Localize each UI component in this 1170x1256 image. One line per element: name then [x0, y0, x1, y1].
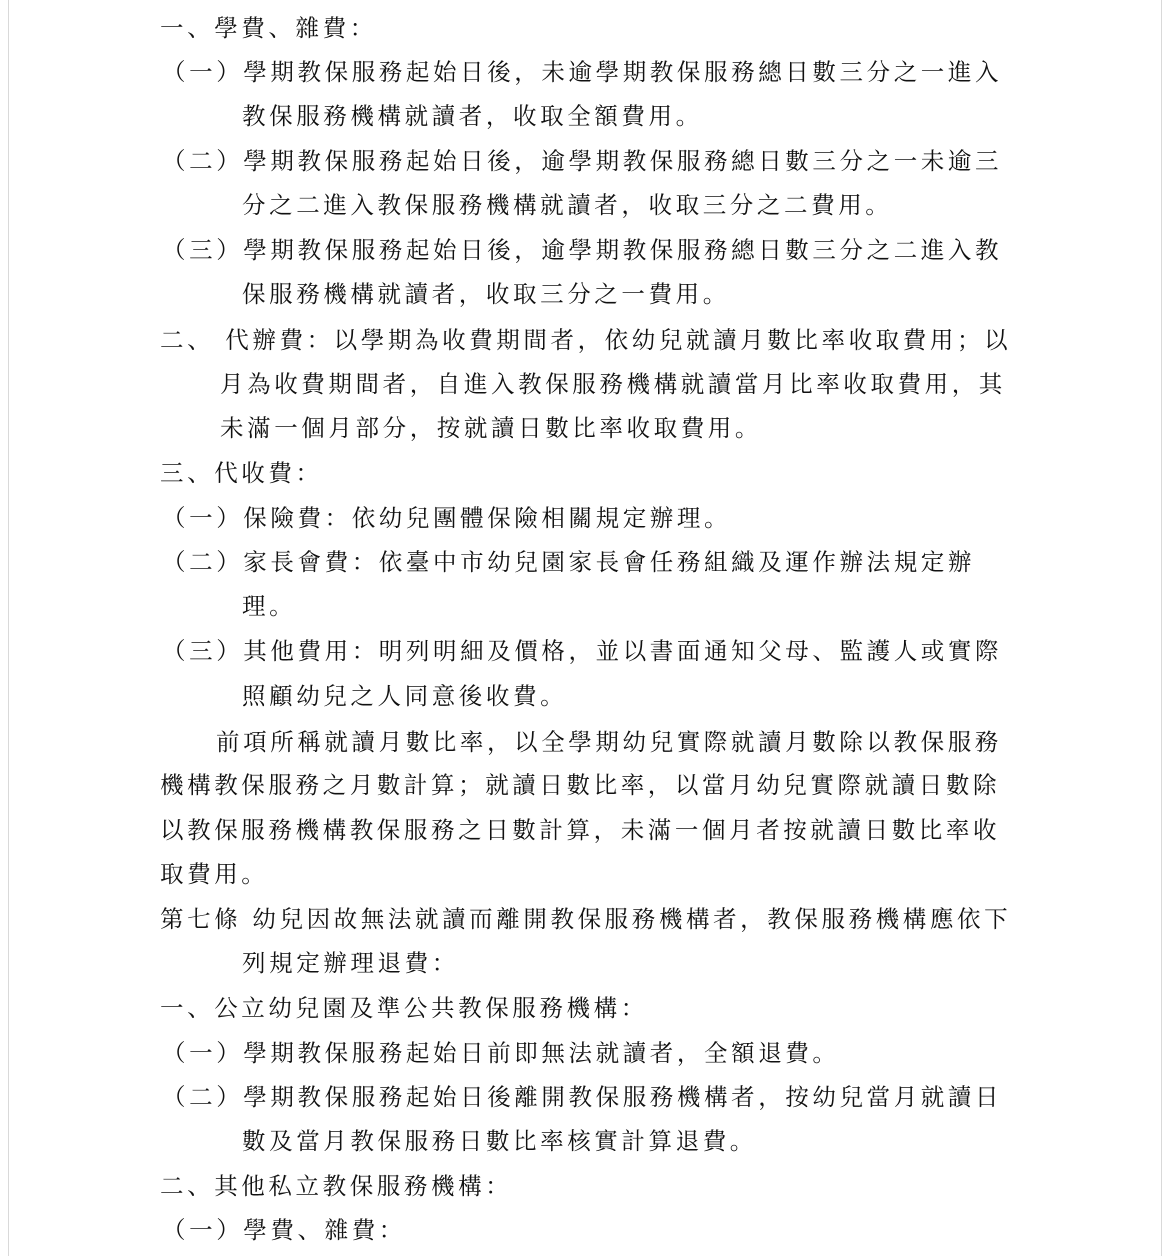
item-1-heading: 一、學費、雜費： [160, 14, 377, 42]
refund-item-1-2-line-1: （二）學期教保服務起始日後離開教保服務機構者，按幼兒當月就讀日 [162, 1083, 1003, 1111]
refund-item-1-2-line-2: 數及當月教保服務日數比率核實計算退費。 [242, 1127, 757, 1155]
item-3-heading: 三、代收費： [160, 459, 323, 487]
paragraph-line-4: 取費用。 [160, 860, 269, 888]
item-2-line-3: 未滿一個月部分，按就讀日數比率收取費用。 [220, 414, 762, 442]
item-2-line-1: 二、 代辦費：以學期為收費期間者，依幼兒就讀月數比率收取費用；以 [160, 326, 1012, 354]
refund-item-1-heading: 一、公立幼兒園及準公共教保服務機構： [160, 994, 648, 1022]
item-1-3-line-2: 保服務機構就讀者，收取三分之一費用。 [242, 280, 730, 308]
paragraph-line-1: 前項所稱就讀月數比率，以全學期幼兒實際就讀月數除以教保服務 [216, 728, 1002, 756]
paragraph-line-2: 機構教保服務之月數計算；就讀日數比率，以當月幼兒實際就讀日數除 [160, 771, 1001, 799]
refund-item-2-1-line-1: （一）學費、雜費： [162, 1216, 406, 1244]
refund-item-1-1-line-1: （一）學期教保服務起始日前即無法就讀者，全額退費。 [162, 1039, 840, 1067]
item-3-3-line-1: （三）其他費用：明列明細及價格，並以書面通知父母、監護人或實際 [162, 637, 1003, 665]
item-3-2-line-1: （二）家長會費：依臺中市幼兒園家長會任務組織及運作辦法規定辦 [162, 548, 975, 576]
paragraph-line-3: 以教保服務機構教保服務之日數計算，未滿一個月者按就讀日數比率收 [160, 816, 1001, 844]
item-3-2-line-2: 理。 [242, 592, 297, 620]
item-3-1-line-1: （一）保險費：依幼兒團體保險相關規定辦理。 [162, 504, 732, 532]
article-7-line-1: 第七條 幼兒因故無法就讀而離開教保服務機構者，教保服務機構應依下 [160, 905, 1012, 933]
article-7-line-2: 列規定辦理退費： [242, 949, 459, 977]
refund-item-2-heading: 二、其他私立教保服務機構： [160, 1172, 513, 1200]
item-2-line-2: 月為收費期間者，自進入教保服務機構就讀當月比率收取費用，其 [220, 370, 1006, 398]
item-3-3-line-2: 照顧幼兒之人同意後收費。 [242, 682, 568, 710]
item-1-2-line-1: （二）學期教保服務起始日後，逾學期教保服務總日數三分之一未逾三 [162, 147, 1003, 175]
item-1-1-line-2: 教保服務機構就讀者，收取全額費用。 [242, 102, 703, 130]
page-left-border [8, 0, 9, 1256]
item-1-1-line-1: （一）學期教保服務起始日後，未逾學期教保服務總日數三分之一進入 [162, 58, 1003, 86]
item-1-3-line-1: （三）學期教保服務起始日後，逾學期教保服務總日數三分之二進入教 [162, 236, 1003, 264]
item-1-2-line-2: 分之二進入教保服務機構就讀者，收取三分之二費用。 [242, 191, 893, 219]
page-right-border [1161, 0, 1162, 1256]
